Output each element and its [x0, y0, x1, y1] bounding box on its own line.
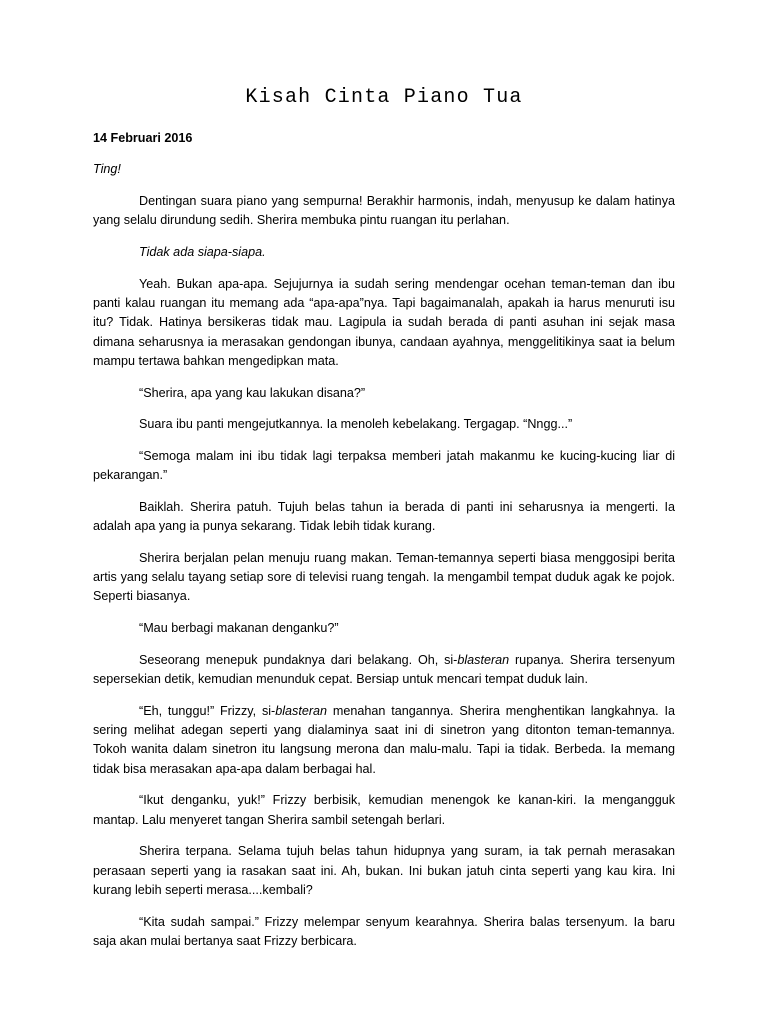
paragraph-text: rupanya. Sherira tersenyum sepersekian detik, kemudian menunduk cepat. Bersiap untuk mencari tempat duduk lain. — [93, 652, 675, 687]
document-page — [93, 0, 675, 1024]
paragraph: “Kita sudah sampai.” Frizzy melempar senyum kearahnya. Sherira balas tersenyum. Ia baru saja akan mulai bertanya saat Frizzy berbicara. — [93, 914, 675, 948]
document-title: Kisah Cinta Piano Tua — [245, 86, 523, 109]
paragraph — [93, 702, 675, 779]
paragraph-emphasis: blasteran — [457, 652, 510, 667]
paragraph: “Ikut denganku, yuk!” Frizzy berbisik, kemudian menengok ke kanan-kiri. Ia mengangguk mantap. Lalu menyeret tangan Sherira sambil setengah berlari. — [93, 793, 675, 827]
document-date: 14 Februari 2016 — [93, 131, 193, 145]
paragraph: Sherira berjalan pelan menuju ruang makan. Teman-temannya seperti biasa menggosipi berita artis yang selalu tayang setiap sore di televisi ruang tengah. Ia mengambil tempat duduk agak ke pojok. Seperti biasanya. — [93, 550, 675, 604]
document-body — [93, 129, 675, 964]
paragraph-text: “Eh, tunggu!” Frizzy, si- — [139, 703, 276, 718]
paragraph: Yeah. Bukan apa-apa. Sejujurnya ia sudah sering mendengar ocehan teman-teman dan ibu panti kalau ruangan itu memang ada “apa-apa”nya. Tapi bagaimanalah, apakah ia harus menuruti isu itu? Tidak. Hatinya bersikeras tidak mau. Lagipula ia sudah berada di panti asuhan ini sejak masa dimana seharusnya ia merasakan gendongan ibunya, candaan ayahnya, menggelitikinya saat ia belum mampu tertawa bahkan mengedipkan mata. — [93, 276, 675, 368]
paragraph: Sherira terpana. Selama tujuh belas tahun hidupnya yang suram, ia tak pernah merasakan perasaan seperti yang ia rasakan saat ini. Ah, bukan. Ini bukan jatuh cinta seperti yang kau kira. Ini kurang lebih seperti merasa....kembali? — [93, 844, 675, 897]
paragraph: Dentingan suara piano yang sempurna! Berakhir harmonis, indah, menyusup ke dalam hatinya yang selalu dirundung sedih. Sherira membuka pintu ruangan itu perlahan. — [93, 193, 675, 228]
paragraph: “Semoga malam ini ibu tidak lagi terpaksa memberi jatah makanmu ke kucing-kucing liar di pekarangan.” — [93, 448, 675, 483]
paragraph: “Mau berbagi makanan denganku?” — [139, 621, 339, 636]
paragraph-emphasis: blasteran — [275, 703, 328, 718]
paragraph: Suara ibu panti mengejutkannya. Ia menoleh kebelakang. Tergagap. “Nngg...” — [139, 417, 573, 432]
paragraph: Tidak ada siapa-siapa. — [139, 244, 266, 259]
paragraph: Baiklah. Sherira patuh. Tujuh belas tahun ia berada di panti ini seharusnya ia mengerti. Ia adalah apa yang ia punya sekarang. Tidak lebih tidak kurang. — [93, 499, 675, 534]
paragraph — [93, 651, 675, 690]
paragraph-text: Seseorang menepuk pundaknya dari belakang. Oh, si- — [139, 652, 458, 667]
paragraph: Ting! — [93, 162, 121, 177]
paragraph-text: menahan tangannya. Sherira menghentikan langkahnya. Ia sering melihat adegan seperti yang dialaminya saat ini di sinetron yang ditonton teman-temannya. Tokoh wanita dalam sinetron itu langsung merona dan malu-malu. Tapi ia tidak. Berbeda. Ia memang tidak bisa merasakan apa-apa dalam berbagai hal. — [93, 703, 676, 776]
paragraph: “Sherira, apa yang kau lakukan disana?” — [139, 385, 366, 400]
